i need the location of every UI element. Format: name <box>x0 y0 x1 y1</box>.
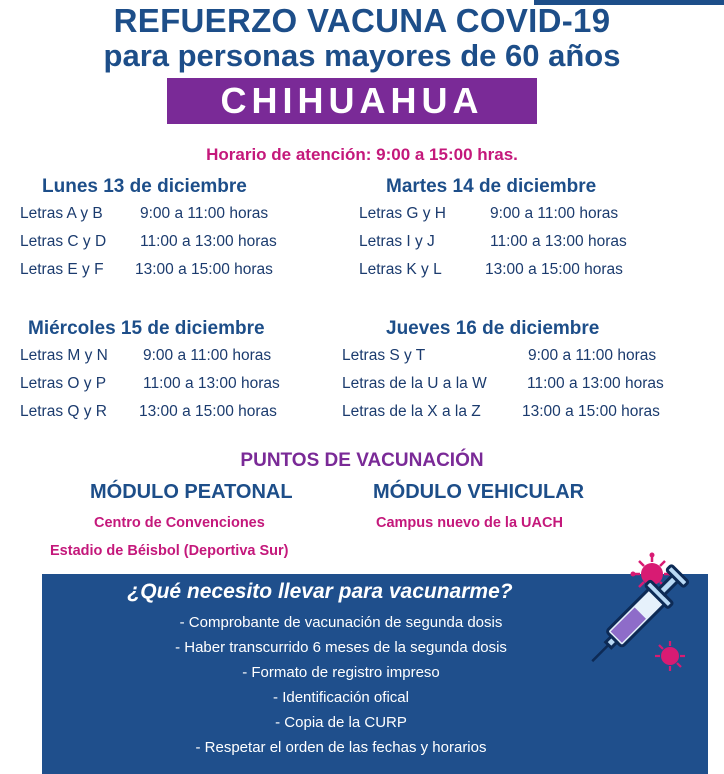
day-title-monday: Lunes 13 de diciembre <box>42 176 247 197</box>
vehicular-site: Campus nuevo de la UACH <box>376 515 563 531</box>
virus-icon <box>655 641 685 671</box>
letters-label: Letras S y T <box>342 347 426 364</box>
schedule-row <box>20 342 320 370</box>
vehicular-module-title: MÓDULO VEHICULAR <box>373 481 585 503</box>
requirement-item: - Identificación ofical <box>273 689 409 706</box>
schedule-row <box>20 256 320 284</box>
time-range: 11:00 a 13:00 horas <box>527 375 664 392</box>
time-range: 11:00 a 13:00 horas <box>140 233 277 250</box>
day-title-wednesday: Miércoles 15 de diciembre <box>28 318 265 339</box>
letters-label: Letras A y B <box>20 205 103 222</box>
title-line-2: para personas mayores de 60 años <box>103 38 621 73</box>
day-title-thursday: Jueves 16 de diciembre <box>386 318 600 339</box>
schedule-thursday <box>342 342 702 426</box>
requirements-question: ¿Qué necesito llevar para vacunarme? <box>127 580 513 603</box>
letters-label: Letras de la X a la Z <box>342 403 481 420</box>
schedule-row <box>20 228 320 256</box>
time-range: 13:00 a 15:00 horas <box>135 261 273 278</box>
letters-label: Letras de la U a la W <box>342 375 487 392</box>
city-banner: CHIHUAHUA <box>167 78 537 124</box>
requirement-item: - Formato de registro impreso <box>242 664 440 681</box>
schedule-wednesday <box>20 342 320 426</box>
day-title-tuesday: Martes 14 de diciembre <box>386 176 597 197</box>
letters-label: Letras I y J <box>359 233 435 250</box>
letters-label: Letras G y H <box>359 205 446 222</box>
schedule-row <box>359 228 689 256</box>
letters-label: Letras K y L <box>359 261 442 278</box>
time-range: 13:00 a 15:00 horas <box>522 403 660 420</box>
schedule-row <box>20 398 320 426</box>
pedestrian-site: Centro de Convenciones <box>94 515 265 531</box>
letters-label: Letras O y P <box>20 375 107 392</box>
letters-label: Letras E y F <box>20 261 104 278</box>
syringe-icon <box>574 548 694 683</box>
letters-label: Letras Q y R <box>20 403 107 420</box>
schedule-row <box>342 342 702 370</box>
letters-label: Letras C y D <box>20 233 107 250</box>
schedule-row <box>20 200 320 228</box>
schedule-row <box>359 256 689 284</box>
requirement-item: - Respetar el orden de las fechas y horarios <box>195 739 487 756</box>
time-range: 9:00 a 11:00 horas <box>490 205 619 222</box>
schedule-row <box>342 370 702 398</box>
requirement-item: - Copia de la CURP <box>275 714 407 731</box>
pedestrian-module-title: MÓDULO PEATONAL <box>90 481 293 503</box>
requirement-item: - Haber transcurrido 6 meses de la segunda dosis <box>175 639 507 656</box>
time-range: 11:00 a 13:00 horas <box>490 233 627 250</box>
time-range: 9:00 a 11:00 horas <box>528 347 657 364</box>
time-range: 13:00 a 15:00 horas <box>139 403 277 420</box>
schedule-row <box>342 398 702 426</box>
title-line-1: REFUERZO VACUNA COVID-19 <box>113 2 611 39</box>
schedule-monday <box>20 200 320 284</box>
time-range: 13:00 a 15:00 horas <box>485 261 623 278</box>
time-range: 9:00 a 11:00 horas <box>140 205 269 222</box>
schedule-row <box>359 200 689 228</box>
schedule-tuesday <box>359 200 689 284</box>
schedule-row <box>20 370 320 398</box>
requirement-item: - Comprobante de vacunación de segunda dosis <box>179 614 503 631</box>
letters-label: Letras M y N <box>20 347 108 364</box>
vaccination-points-title: PUNTOS DE VACUNACIÓN <box>240 450 484 471</box>
time-range: 9:00 a 11:00 horas <box>143 347 272 364</box>
pedestrian-site: Estadio de Béisbol (Deportiva Sur) <box>50 543 289 559</box>
time-range: 11:00 a 13:00 horas <box>143 375 280 392</box>
attention-hours: Horario de atención: 9:00 a 15:00 hras. <box>206 145 518 164</box>
